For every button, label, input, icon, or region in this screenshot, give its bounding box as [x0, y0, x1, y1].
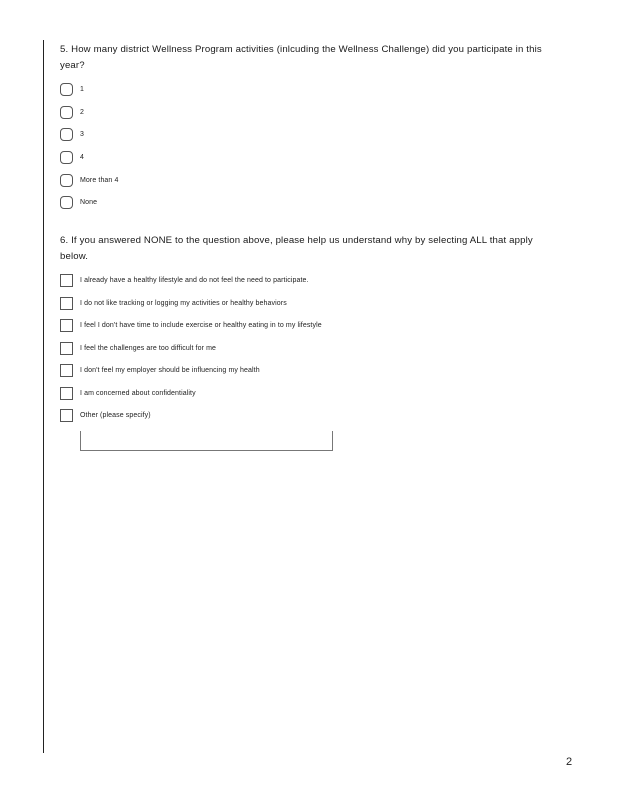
q5-option-2[interactable] — [60, 106, 84, 119]
radio-button[interactable] — [60, 151, 73, 164]
radio-button[interactable] — [60, 128, 73, 141]
option-label: 1 — [80, 86, 84, 93]
option-label: None — [80, 199, 98, 206]
q6-option-other[interactable] — [60, 409, 151, 422]
checkbox[interactable] — [60, 342, 73, 355]
radio-button[interactable] — [60, 196, 73, 209]
option-label: 4 — [80, 154, 84, 161]
checkbox[interactable] — [60, 409, 73, 422]
left-margin-rule — [43, 40, 44, 753]
checkbox[interactable] — [60, 387, 73, 400]
option-label: I do not like tracking or logging my activities or healthy behaviors — [80, 300, 287, 307]
checkbox[interactable] — [60, 297, 73, 310]
q5-option-more-than-4[interactable] — [60, 174, 118, 187]
question-6-text: 6. If you answered NONE to the question above, please help us understand why by selecting ALL that apply below. — [60, 235, 533, 262]
q6-option-confidentiality[interactable] — [60, 387, 196, 400]
page-number: 2 — [566, 756, 573, 768]
q5-option-3[interactable] — [60, 128, 84, 141]
q5-option-1[interactable] — [60, 83, 84, 96]
option-label: 3 — [80, 131, 84, 138]
radio-button[interactable] — [60, 174, 73, 187]
option-label: I feel the challenges are too difficult for me — [80, 345, 216, 352]
other-specify-input[interactable] — [80, 431, 333, 451]
q5-option-4[interactable] — [60, 151, 84, 164]
option-label: I don't feel my employer should be influencing my health — [80, 367, 260, 374]
option-label: I already have a healthy lifestyle and do not feel the need to participate. — [80, 277, 309, 284]
option-label: 2 — [80, 109, 84, 116]
q5-option-none[interactable] — [60, 196, 97, 209]
checkbox[interactable] — [60, 364, 73, 377]
checkbox[interactable] — [60, 319, 73, 332]
q6-option-tracking[interactable] — [60, 297, 287, 310]
q6-option-healthy-lifestyle[interactable] — [60, 274, 309, 287]
q6-option-no-time[interactable] — [60, 319, 322, 332]
option-label: More than 4 — [80, 177, 119, 184]
q6-option-employer-influence[interactable] — [60, 364, 260, 377]
question-5-text: 5. How many district Wellness Program activities (inlcuding the Wellness Challenge) did you participate in this year? — [60, 44, 542, 71]
checkbox[interactable] — [60, 274, 73, 287]
option-label: Other (please specify) — [80, 412, 151, 419]
radio-button[interactable] — [60, 106, 73, 119]
radio-button[interactable] — [60, 83, 73, 96]
q6-option-too-difficult[interactable] — [60, 342, 216, 355]
option-label: I feel I don't have time to include exercise or healthy eating in to my lifestyle — [80, 322, 322, 329]
option-label: I am concerned about confidentiality — [80, 390, 196, 397]
